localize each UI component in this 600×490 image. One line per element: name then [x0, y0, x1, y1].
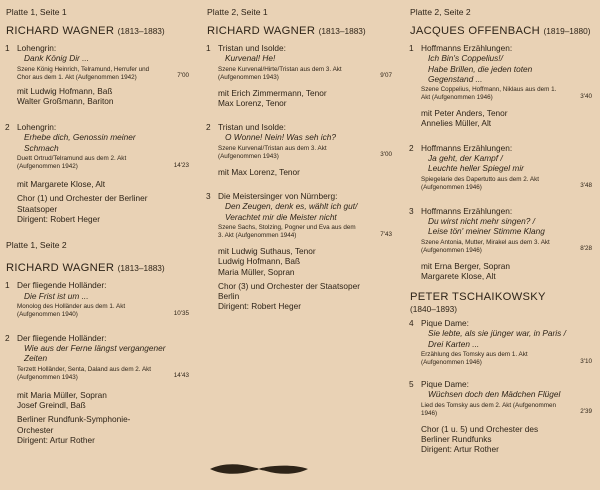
track-description: Spiegelarie des Dapertutto aus dem 2. Akt (Aufgenommen 1946) [421, 175, 539, 191]
track-number: 5 [409, 379, 414, 390]
composer-heading [207, 25, 400, 37]
track-entry [0, 280, 197, 319]
track-subtitle: Wüchsen doch den Mädchen Flügel [428, 389, 561, 400]
conductor: Dirigent: Robert Heger [218, 301, 302, 312]
composer-years: (1813–1883) [117, 263, 165, 274]
ensemble-line: Staatsoper [17, 203, 58, 214]
track-entry [0, 122, 197, 171]
track-entry [0, 43, 197, 82]
performer-list [0, 390, 197, 411]
track-subtitle: Drei Karten ... [428, 338, 480, 349]
performer-list [0, 179, 197, 189]
track-subtitle: Ich Bin's Coppelius!/ [428, 53, 503, 64]
conductor: Dirigent: Artur Rother [17, 434, 95, 445]
track-title: Lohengrin: [17, 122, 57, 133]
track-subtitle: Erhebe dich, Genossin meiner [24, 132, 136, 143]
track-subtitle: Leise tön' meiner Stimme Klang [428, 226, 545, 237]
performer: mit Ludwig Suthaus, Tenor [218, 245, 316, 256]
track-subtitle: Wie aus der Ferne längst vergangener [24, 343, 166, 354]
ornament-divider-icon [208, 462, 310, 476]
track-subtitle: Gegenstand ... [428, 73, 483, 84]
composer-years: (1813–1883) [117, 26, 165, 36]
track-duration: 7'43 [380, 230, 392, 238]
track-entry [404, 379, 600, 418]
composer-years: (1840–1893) [410, 304, 458, 315]
track-number: 2 [409, 142, 414, 153]
composer-name: RICHARD WAGNER [6, 25, 115, 37]
track-duration: 14'23 [173, 161, 189, 169]
track-entry [404, 318, 600, 367]
track-description: Szene König Heinrich, Telramund, Herrufer und Chor aus dem 1. Akt (Aufgenommen 1942) [17, 65, 150, 81]
track-number: 1 [206, 43, 211, 53]
track-description: Szene Coppelius, Hoffmann, Niklaus aus dem 1. Akt (Aufgenommen 1946) [421, 86, 557, 102]
track-number: 3 [206, 191, 211, 202]
track-subtitle: Du wirst nicht mehr singen? / [428, 215, 535, 226]
composer-name: JACQUES OFFENBACH [410, 25, 541, 37]
performer: mit Max Lorenz, Tenor [218, 166, 300, 177]
performer: Ludwig Hofmann, Baß [218, 256, 301, 267]
performer: mit Erna Berger, Sopran [421, 260, 511, 271]
performer: Walter Großmann, Bariton [17, 95, 114, 106]
track-description: Szene Antonia, Mutter, Mirakel aus dem 3. Akt (Aufgenommen 1946) [421, 238, 550, 254]
track-number: 2 [5, 122, 10, 133]
track-number: 1 [5, 280, 10, 291]
track-description: Terzett Holländer, Senta, Daland aus dem 2. Akt (Aufgenommen 1943) [17, 365, 152, 381]
track-entry [404, 43, 600, 102]
track-entry [404, 143, 600, 192]
track-title: Hoffmanns Erzählungen: [421, 43, 513, 53]
track-subtitle: Die Frist ist um ... [24, 290, 89, 301]
track-title: Pique Dame: [421, 318, 469, 329]
conductor: Dirigent: Robert Heger [17, 213, 101, 224]
track-title: Der fliegende Holländer: [17, 332, 107, 343]
track-duration: 3'48 [580, 182, 592, 190]
performer-list [0, 86, 197, 107]
track-title: Hoffmanns Erzählungen: [421, 142, 513, 153]
ensemble-line: Chor (1 u. 5) und Orchester des [421, 423, 539, 434]
track-entry [201, 122, 400, 161]
track-description: Szene Sachs, Stolzing, Pogner und Eva aus dem 3. Akt (Aufgenommen 1944) [218, 223, 356, 239]
composer-name: RICHARD WAGNER [6, 262, 115, 275]
composer-name: RICHARD WAGNER [207, 25, 316, 37]
performer: mit Margarete Klose, Alt [17, 179, 106, 190]
performer: mit Peter Anders, Tenor [421, 108, 508, 119]
performer: Maria Müller, Sopran [218, 266, 295, 277]
composer-name: PETER TSCHAIKOWSKY [410, 291, 546, 304]
column-platte-1 [0, 0, 197, 445]
track-duration: 3'10 [580, 357, 592, 365]
track-subtitle: Zeiten [24, 353, 48, 364]
track-subtitle: Schmach [24, 142, 59, 153]
track-title: Die Meistersinger von Nürnberg: [218, 191, 338, 202]
track-description: Erzählung des Tomsky aus dem 1. Akt (Aufgenommen 1946) [421, 351, 528, 367]
performer: mit Ludwig Hofmann, Baß [17, 85, 113, 96]
track-title: Hoffmanns Erzählungen: [421, 205, 513, 216]
track-entry [404, 206, 600, 255]
conductor: Dirigent: Artur Rother [421, 444, 499, 455]
performer: Max Lorenz, Tenor [218, 97, 287, 108]
track-subtitle: O Wonne! Nein! Was seh ich? [225, 132, 336, 143]
track-description: Lied des Tomsky aus dem 2. Akt (Aufgenommen 1946) [421, 401, 556, 417]
track-title: Tristan und Isolde: [218, 43, 286, 53]
track-duration: 7'00 [177, 72, 189, 80]
track-duration: 3'00 [380, 151, 392, 159]
track-entry [201, 43, 400, 82]
side-heading: Platte 2, Seite 1 [207, 7, 268, 17]
ensemble-line: Chor (3) und Orchester der Staatsoper [218, 280, 361, 291]
performer-list [404, 108, 600, 129]
track-description: Monolog des Holländer aus dem 1. Akt (Aufgenommen 1940) [17, 302, 126, 318]
performer: mit Maria Müller, Sopran [17, 389, 107, 400]
track-title: Der fliegende Holländer: [17, 280, 107, 291]
track-subtitle: Habe Brillen, die jeden toten [428, 63, 533, 74]
composer-years: (1819–1880) [543, 26, 591, 36]
performer-list [201, 167, 400, 177]
composer-heading [6, 262, 197, 274]
track-number: 3 [409, 205, 414, 216]
side-heading: Platte 2, Seite 2 [410, 7, 471, 17]
track-description: Duett Ortrud/Telramund aus dem 2. Akt (Aufgenommen 1942) [17, 155, 127, 171]
track-duration: 2'39 [580, 408, 592, 416]
ensemble-line: Berliner Rundfunk-Symphonie- [17, 414, 131, 425]
ensemble-line: Chor (1) und Orchester der Berliner [17, 193, 148, 204]
track-entry [201, 191, 400, 240]
ensemble-line: Berlin [218, 291, 240, 302]
column-platte-2-seite-1 [201, 0, 400, 312]
track-subtitle: Sie lebte, als sie jünger war, in Paris / [428, 328, 566, 339]
track-subtitle: Verachtet mir die Meister nicht [225, 211, 337, 222]
ensemble-credits [0, 193, 197, 224]
track-title: Lohengrin: [17, 43, 57, 53]
composer-heading [6, 25, 197, 37]
track-description: Szene Kurvenal/Tristan aus dem 3. Akt (Aufgenommen 1943) [218, 144, 327, 160]
performer-list [201, 88, 400, 109]
side-heading: Platte 1, Seite 2 [6, 240, 67, 251]
performer: Margarete Klose, Alt [421, 270, 496, 281]
track-subtitle: Kurvenal! He! [225, 53, 276, 64]
performer: mit Erich Zimmermann, Tenor [218, 87, 327, 98]
ensemble-line: Orchester [17, 424, 54, 435]
track-duration: 3'40 [580, 92, 592, 100]
track-entry [0, 333, 197, 382]
track-subtitle: Leuchte heller Spiegel mir [428, 163, 524, 174]
ensemble-credits [404, 424, 600, 455]
performer: Annelies Müller, Alt [421, 118, 492, 129]
ensemble-credits [0, 414, 197, 445]
track-number: 1 [409, 43, 414, 53]
ensemble-line: Berliner Rundfunks [421, 433, 492, 444]
track-number: 2 [206, 122, 211, 133]
track-number: 4 [409, 318, 414, 329]
performer: Josef Greindl, Baß [17, 400, 86, 411]
composer-heading [410, 25, 600, 37]
composer-years: (1813–1883) [318, 26, 366, 36]
performer-list [201, 246, 400, 277]
track-duration: 10'35 [173, 309, 189, 317]
composer-heading [410, 291, 600, 314]
track-duration: 9'07 [380, 72, 392, 80]
track-subtitle: Ja geht, der Kampf / [428, 153, 503, 164]
track-title: Pique Dame: [421, 379, 469, 390]
ensemble-credits [201, 281, 400, 312]
track-subtitle: Dank König Dir ... [24, 53, 90, 64]
track-duration: 14'43 [173, 372, 189, 380]
track-description: Szene Kurvenal/Hirte/Tristan aus dem 3. Akt (Aufgenommen 1943) [218, 65, 342, 81]
track-number: 1 [5, 43, 10, 53]
side-heading: Platte 1, Seite 1 [6, 7, 67, 17]
column-platte-2-seite-2 [404, 0, 600, 455]
performer-list [404, 261, 600, 282]
track-number: 2 [5, 332, 10, 343]
track-duration: 8'28 [580, 245, 592, 253]
track-title: Tristan und Isolde: [218, 122, 286, 133]
track-subtitle: Den Zeugen, denk es, wählt ich gut/ [225, 201, 358, 212]
